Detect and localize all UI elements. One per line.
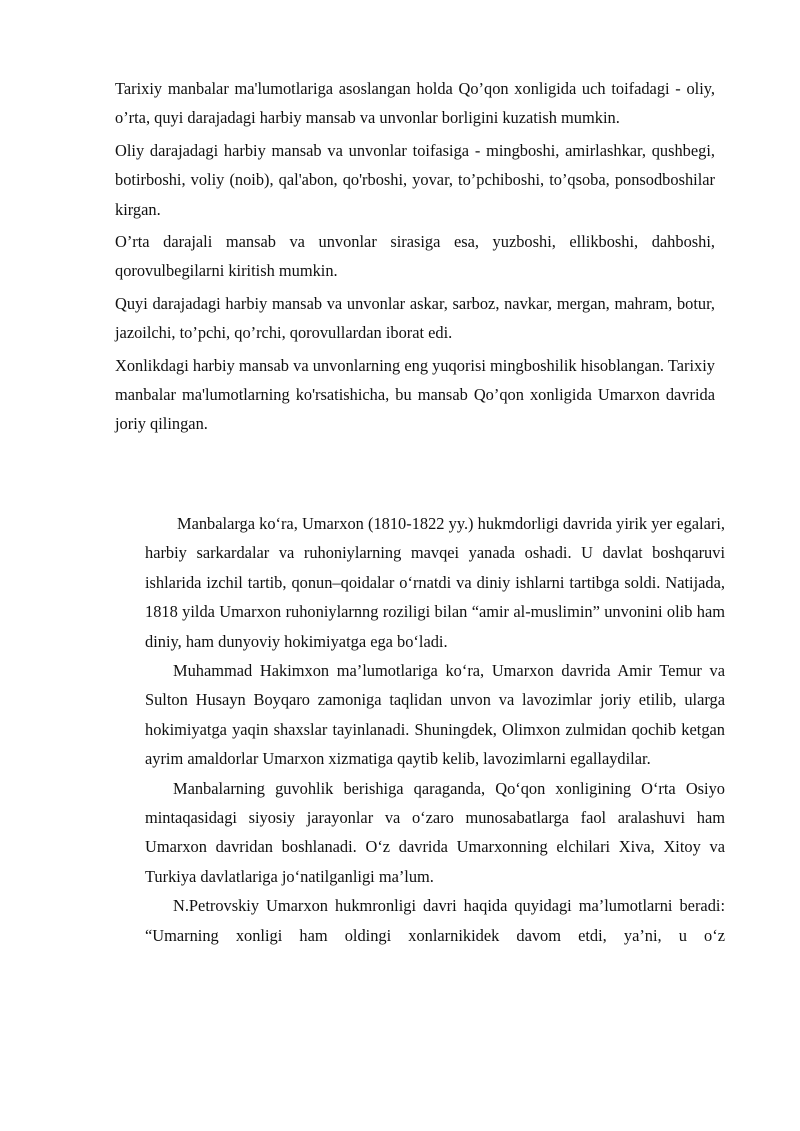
paragraph-low-ranks: Quyi darajadagi harbiy mansab va unvonlar askar, sarboz, navkar, mergan, mahram, botur, jazoilchi, to’pchi, qo’rchi, qorovullardan iborat edi. [115, 293, 715, 343]
intro-text-block [115, 74, 715, 442]
paragraph-high-ranks: Oliy darajadagi harbiy mansab va unvonlar toifasiga - mingboshi, amirlashkar, qushbegi, botirboshi, voliy (noib), qal'abon, qo'rboshi, yovar, to’pchiboshi, to’qsoba, ponsodboshilar kirgan. [115, 140, 715, 219]
paragraph-ranks-overview: Tarixiy manbalar ma'lumotlariga asoslangan holda Qo’qon xonligida uch toifadagi - oliy, o’rta, quyi darajadagi harbiy mansab va unvonlar borligini kuzatish mumkin. [115, 79, 715, 128]
body-text-block [145, 509, 725, 950]
paragraph-middle-ranks: O’rta darajali mansab va unvonlar sirasiga esa, yuzboshi, ellikboshi, dahboshi, qorovulbegilarni kiritish mumkin. [115, 232, 715, 281]
paragraph-umarxon-rule: Manbalarga ko‘ra, Umarxon (1810-1822 yy.) hukmdorligi davrida yirik yer egalari, harbiy sarkardalar va ruhoniylarning mavqei yanada oshadi. U davlat boshqaruvi ishlarida izchil tartib, qonun–qoidalar o‘rnatdi va diniy ishlarni tartibga soldi. Natijada, 1818 yilda Umarxon ruhoniylarnng roziligi bilan “amir al-muslimin” unvonini olib ham diniy, ham dunyoviy hokimiyatga ega bo‘ladi. [145, 514, 725, 651]
paragraph-mingboshi: Xonlikdagi harbiy mansab va unvonlarning eng yuqorisi mingboshilik hisoblangan. Tarixiy manbalar ma'lumotlarning ko'rsatishicha, bu mansab Qo’qon xonligida Umarxon davrida joriy qilingan. [115, 355, 715, 434]
paragraph-petrovskiy-quote: N.Petrovskiy Umarxon hukmronligi davri haqida quyidagi ma’lumotlarni beradi: “Umarning xonligi ham oldingi xonlarnikidek davom etdi, ya’ni, u o‘z [145, 896, 725, 945]
paragraph-foreign-relations: Manbalarning guvohlik berishiga qaraganda, Qo‘qon xonligining O‘rta Osiyo mintaqasidagi siyosiy jarayonlar va o‘zaro munosabatlarga faol aralashuvi ham Umarxon davridan boshlanadi. O‘z davrida Umarxonning elchilari Xiva, Xitoy va Turkiya davlatlariga jo‘natilganligi ma’lum. [145, 778, 725, 886]
paragraph-hakimxon-account: Muhammad Hakimxon ma’lumotlariga ko‘ra, Umarxon davrida Amir Temur va Sulton Husayn Boyqaro zamoniga taqlidan unvon va lavozimlar joriy etilib, ularga hokimiyatga yaqin shaxslar tayinlanadi. Shuningdek, Olimxon zulmidan qochib ketgan ayrim amaldorlar Umarxon xizmatiga qaytib kelib, lavozimlarni egallaydilar. [145, 661, 725, 769]
